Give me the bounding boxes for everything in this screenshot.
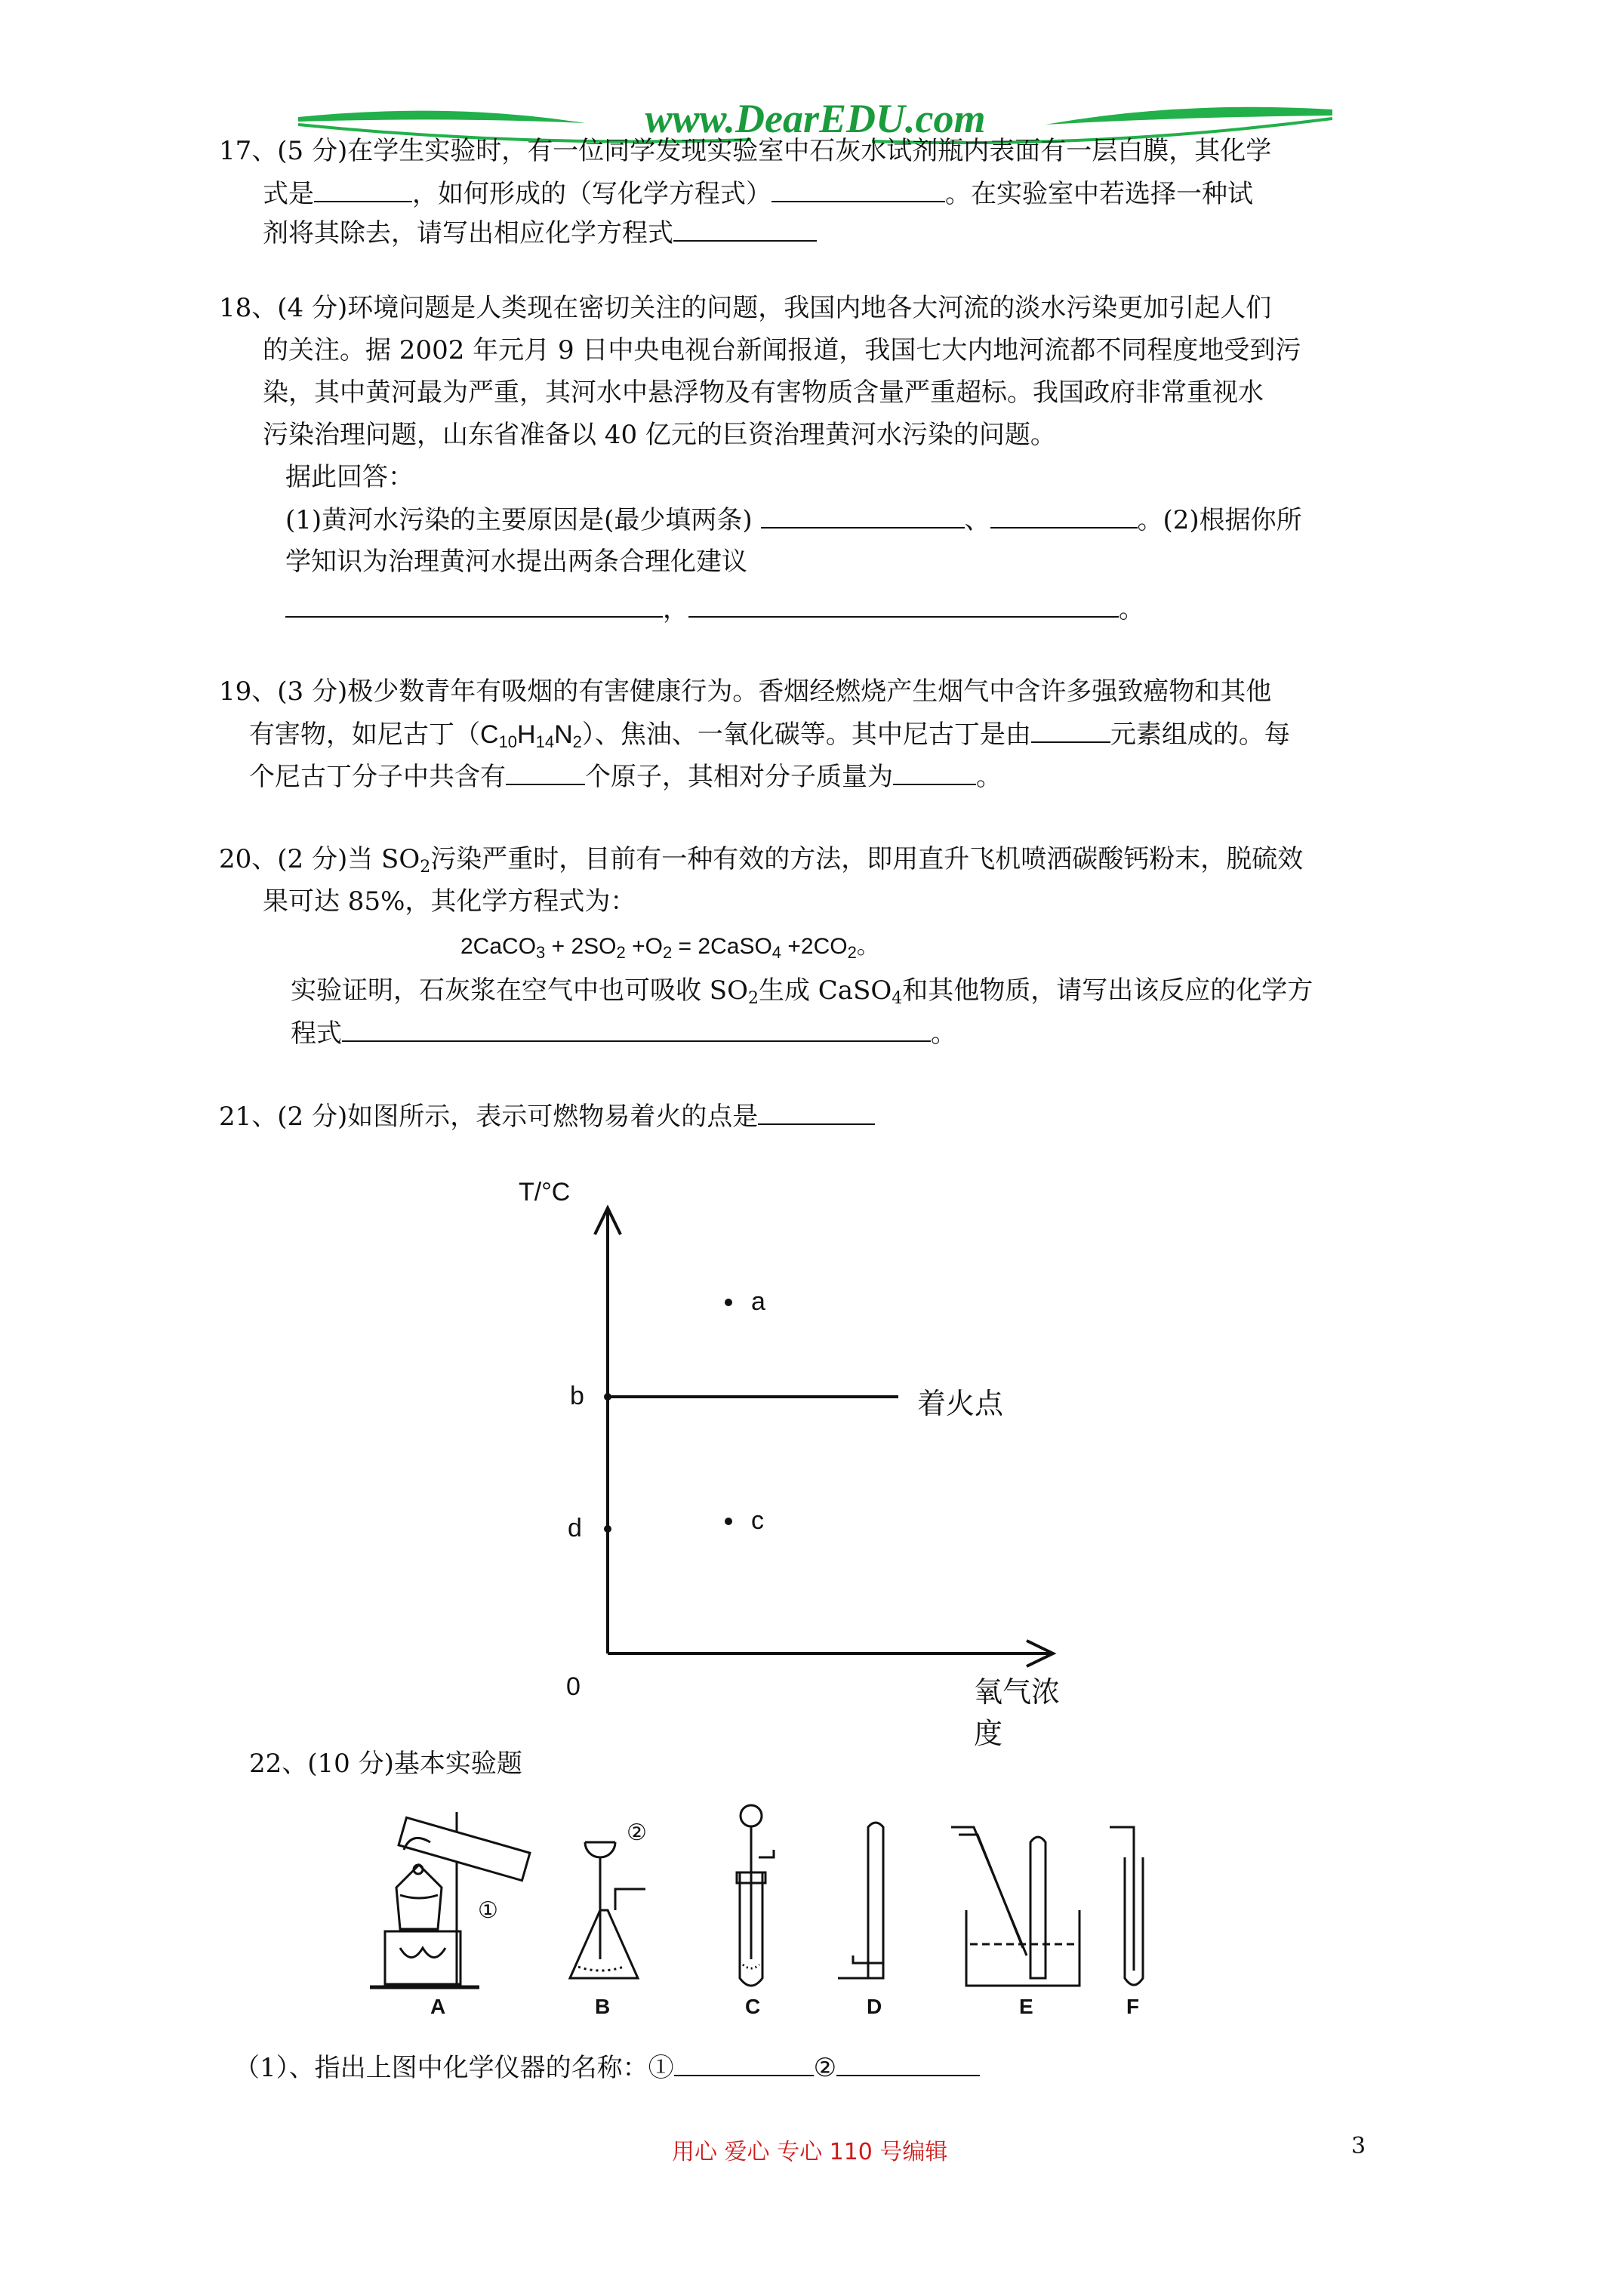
q19-blank-elements[interactable] [1031, 719, 1110, 743]
ignition-point-label: 着火点 [917, 1387, 1004, 1420]
q19-blank-atoms[interactable] [506, 761, 585, 785]
apparatus-figure [355, 1797, 1200, 2023]
footer-text: 用心 爱心 专心 110 号编辑 [672, 2139, 948, 2165]
apparatus-f-drawing [1110, 1827, 1143, 1985]
q19-line3: 个尼古丁分子中共含有 个原子，其相对分子质量为 。 [249, 762, 1002, 792]
point-c-label: c [751, 1506, 764, 1535]
q19-blank-mass[interactable] [893, 761, 976, 785]
marker-2: ② [627, 1820, 647, 1846]
point-d-mark [604, 1525, 611, 1533]
marker-1: ① [478, 1897, 498, 1924]
origin-label: 0 [566, 1672, 581, 1701]
q17-line1: 17、(5 分)在学生实验时，有一位同学发现实验室中石灰水试剂瓶内表面有一层白膜，其化学 [219, 136, 1272, 166]
apparatus-c-drawing [737, 1805, 774, 1986]
q17-line2: 式是 ，如何形成的（写化学方程式） 。在实验室中若选择一种试 [263, 179, 1253, 209]
point-b-mark [604, 1393, 611, 1401]
q17-line3: 剂将其除去，请写出相应化学方程式 [263, 217, 817, 248]
q22-blank-instrument1[interactable] [674, 2052, 814, 2076]
apparatus-label-b: B [595, 1995, 611, 2018]
point-b-label: b [570, 1382, 584, 1410]
apparatus-a-drawing [370, 1812, 530, 1987]
q18-blank-suggestion2[interactable] [688, 593, 1119, 618]
q18-blank-cause1[interactable] [761, 504, 965, 529]
q17-blank-equation[interactable] [771, 178, 945, 202]
q22-sub1: （1）、指出上图中化学仪器的名称：① ② [234, 2052, 980, 2083]
logo-text: www.DearEDU.com [645, 96, 986, 141]
q18-line6: (1)黄河水污染的主要原因是(最少填两条) 、 。(2)根据你所 [285, 505, 1302, 535]
q18-line5: 据此回答： [285, 462, 414, 492]
apparatus-label-c: C [745, 1995, 761, 2018]
point-d-label: d [568, 1514, 582, 1542]
q18-line2: 的关注。据 2002 年元月 9 日中央电视台新闻报道，我国七大内地河流都不同程度地受到污 [263, 335, 1301, 365]
q20-line4: 实验证明，石灰浆在空气中也可吸收 $SO_2$生成 CaSO$_4$和其他物质，请写出该反应的化学方 [291, 975, 1313, 1008]
q19-line2: 有害物，如尼古丁$(C_{10}H_{14}N_2)$、焦油、一氧化碳等。其中尼古丁是由 元素组成的。每 [249, 720, 1290, 751]
q18-blank-cause2[interactable] [990, 504, 1138, 529]
q21-line1: 21、(2 分)如图所示，表示可燃物易着火的点是 [219, 1101, 875, 1132]
q20-line2: 果可达 85%，其化学方程式为： [263, 886, 636, 917]
point-a-label: a [751, 1287, 765, 1316]
q20-equation: 2CaCO$_3$ + $2SO_2 +O_2$ = 2CaSO$_4$ $+2CO_2$。 [460, 934, 879, 962]
q18-line1: 18、(4 分)环境问题是人类现在密切关注的问题，我国内地各大河流的淡水污染更加引起人们 [219, 293, 1272, 323]
q21-blank-point[interactable] [758, 1101, 875, 1125]
y-axis-label: T/°C [519, 1178, 571, 1207]
q18-line4: 污染治理问题，山东省准备以 40 亿元的巨资治理黄河水污染的问题。 [263, 420, 1056, 450]
apparatus-label-f: F [1126, 1995, 1140, 2018]
apparatus-d-drawing [838, 1823, 883, 1978]
q19-line1: 19、(3 分)极少数青年有吸烟的有害健康行为。香烟经燃烧产生烟气中含许多强致癌物和其他 [219, 676, 1272, 707]
nicotine-formula: $C_{10}H_{14}N_2$ [480, 720, 582, 751]
x-axis-label: 氧气浓度 [974, 1675, 1061, 1750]
q20-blank-equation[interactable] [342, 1018, 931, 1042]
ignition-diagram [513, 1178, 1072, 1750]
apparatus-e-drawing [951, 1827, 1079, 1986]
q22-line1: 22、(10 分)基本实验题 [249, 1749, 522, 1779]
q22-blank-instrument2[interactable] [836, 2052, 980, 2076]
apparatus-b-drawing [570, 1842, 645, 1978]
apparatus-label-d: D [867, 1995, 882, 2018]
q18-blank-suggestion1[interactable] [285, 593, 663, 618]
page-number: 3 [1351, 2133, 1366, 2159]
point-a-mark [725, 1299, 732, 1306]
q18-line3: 染，其中黄河最为严重，其河水中悬浮物及有害物质含量严重超标。我国政府非常重视水 [263, 378, 1264, 408]
q20-line1: 20、(2 分)当 $SO_2$污染严重时，目前有一种有效的方法，即用直升飞机喷洒碳酸钙粉末，脱硫效 [219, 844, 1304, 877]
q17-blank-removal[interactable] [673, 217, 817, 242]
q17-blank-formula[interactable] [314, 178, 412, 202]
apparatus-label-a: A [430, 1995, 446, 2018]
q18-line7: 学知识为治理黄河水提出两条合理化建议 [285, 547, 747, 577]
q18-line8: ， 。 [285, 593, 1144, 624]
q20-line5: 程式 。 [291, 1019, 956, 1049]
diagram-axes [513, 1178, 1072, 1721]
point-c-mark [725, 1518, 732, 1525]
apparatus-label-e: E [1019, 1995, 1033, 2018]
